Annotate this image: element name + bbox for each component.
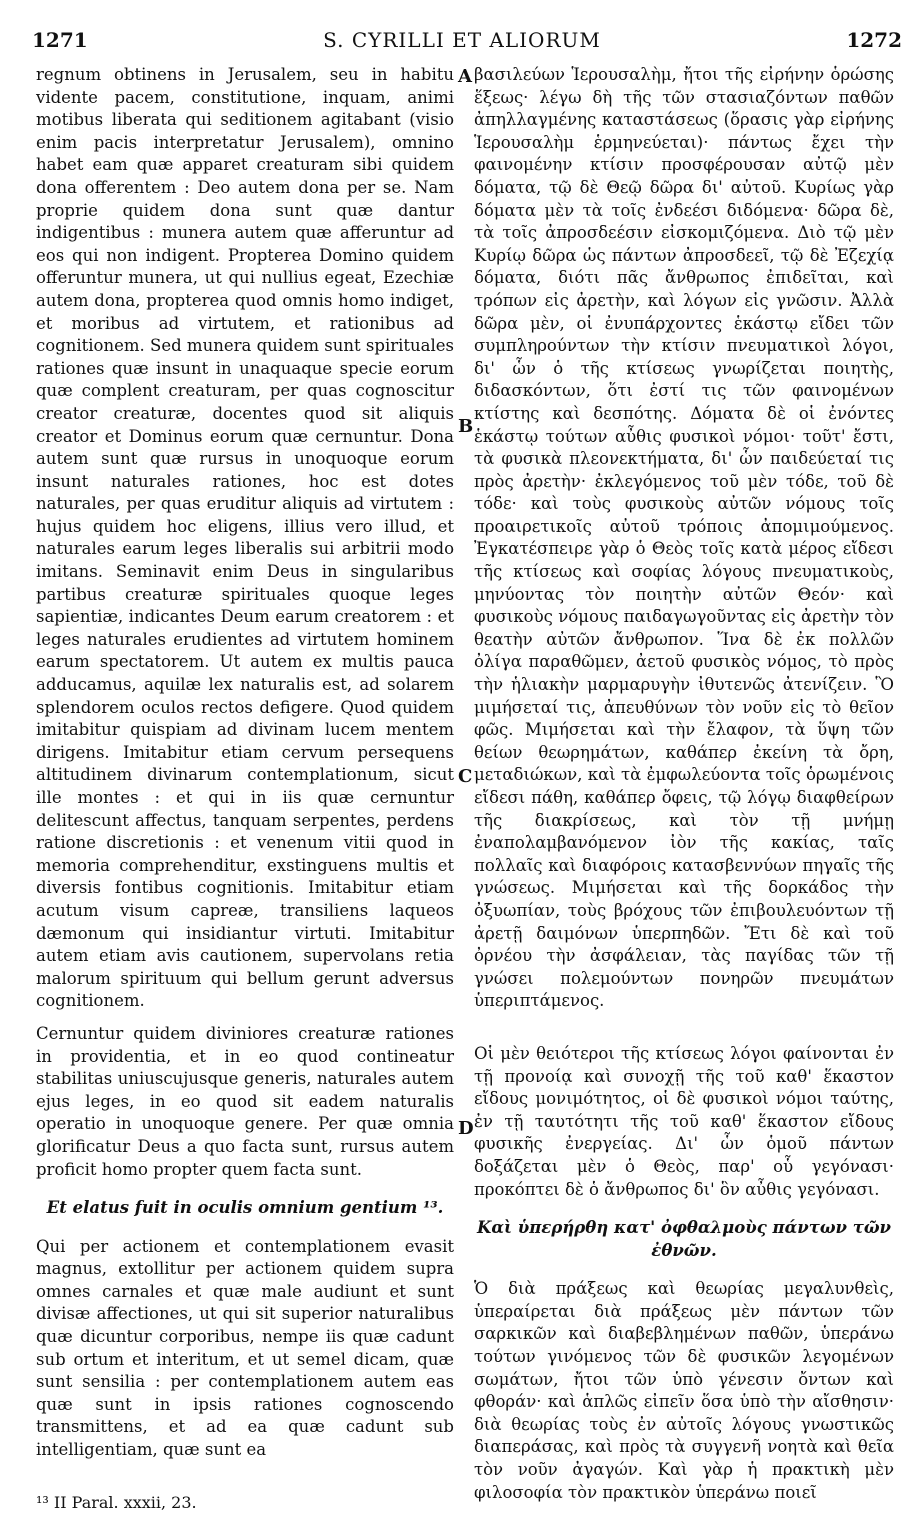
- latin-section-heading: Et elatus fuit in oculis omnium gentium ¹³.: [46, 1198, 444, 1218]
- greek-paragraph-3: Ὁ διὰ πράξεως καὶ θεωρίας μεγαλυνθεὶς, ὑπεραίρεται διὰ πράξεως μὲν πάντων τῶν σαρκικῶν καὶ διαβεβλημένων παθῶν, ὑπεράνω τούτων γινόμενος τῶν δὲ φυσικῶν λεγομένων σωμάτων, ἤτοι τῶν ὑπὸ γένεσιν ὄντων καὶ φθοράν· καὶ ἁπλῶς εἰπεῖν ὅσα ὑπὸ τὴν αἴσθησιν· διὰ θεωρίας τοὺς ἐν αὐτοῖς λόγους γνωστικῶς διαπεράσας, καὶ πρὸς τὰ συγγενῆ νοητὰ καὶ θεῖα τὸν νοῦν ἀγαγών. Καὶ γὰρ ἡ πρακτικὴ μὲν φιλοσοφία τὸν πρακτικὸν ὑπεράνω ποιεῖ: [474, 1279, 894, 1502]
- page-number-left: 1271: [32, 28, 88, 52]
- margin-marker-c: C: [458, 766, 473, 787]
- footnote: ¹³ II Paral. xxxii, 23.: [36, 1492, 197, 1512]
- margin-marker-d: D: [458, 1118, 474, 1139]
- running-title: S. CYRILLI ET ALIORUM: [323, 28, 601, 52]
- page-number-right: 1272: [846, 28, 902, 52]
- latin-column: [36, 64, 454, 1514]
- greek-paragraph-1: βασιλεύων Ἱερουσαλὴμ, ἤτοι τῆς εἰρήνην ὁρώσης ἕξεως· λέγω δὴ τῆς τῶν στασιαζόντων παθῶν ἀπηλλαγμένης καταστάσεως (ὅρασις γὰρ εἰρήνης Ἱερουσαλὴμ ἑρμηνεύεται)· πάντως ἔχει τὴν φαινομένην κτίσιν προσφέρουσαν αὐτῷ μὲν δόματα, τῷ δὲ Θεῷ δῶρα δι' αὐτοῦ. Κυρίως γὰρ δόματα μὲν τὰ τοῖς ἐνδεέσι διδόμενα· δῶρα δὲ, τὰ τοῖς ἀπροσδεέσιν εἰσκομιζόμενα. Διὸ τῷ μὲν Κυρίῳ δῶρα ὡς πάντων ἀπροσδεεῖ, τῷ δὲ Ἐζεχίᾳ δόματα, διότι πᾶς ἄνθρωπος ἐπιδεῖται, καὶ τρόπων εἰς ἀρετὴν, καὶ λόγων εἰς γνῶσιν. Ἀλλὰ δῶρα μὲν, οἱ ἐνυπάρχοντες ἑκάστῳ εἴδει τῶν συμπληρούντων τὴν κτίσιν πνευματικοὶ λόγοι, δι' ὧν ὁ τῆς κτίσεως γνωρίζεται ποιητὴς, διδασκόντων, ὅτι ἐστί τις τῶν φαινομένων κτίστης καὶ δεσπότης. Δόματα δὲ οἱ ἐνόντες ἑκάστῳ τούτων αὖθις φυσικοὶ νόμοι· τοῦτ' ἔστι, τὰ φυσικὰ πλεονεκτήματα, δι' ὧν παιδεύεταί τις πρὸς ἀρετὴν· ἐκλεγόμενος τοῦ μὲν τόδε, τοῦ δὲ τόδε· καὶ τοὺς φυσικοὺς αὐτῶν νόμους τοῖς προαιρετικοῖς αὐτοῦ τρόποις ἀπομιμούμενος. Ἐγκατέσπειρε γὰρ ὁ Θεὸς τοῖς κατὰ μέρος εἴδεσι τῆς κτίσεως καὶ σοφίας λόγους πνευματικοὺς, μηνύοντας τὸν ποιητὴν αὐτῶν Θεόν· καὶ φυσικοὺς νόμους παιδαγωγοῦντας εἰς ἀρετὴν τὸν θεατὴν αὐτῶν ἄνθρωπον. Ἵνα δὲ ἐκ πολλῶν ὀλίγα παραθῶμεν, ἀετοῦ φυσικὸς νόμος, τὸ πρὸς τὴν ἡλιακὴν μαρμαρυγὴν ἰθυτενῶς ἀτενίζειν. Ὃ μιμήσεταί τις, ἀπευθύνων τὸν νοῦν εἰς τὸ θεῖον φῶς. Μιμήσεται καὶ τὴν ἔλαφον, τὰ ὕψη τῶν θείων θεωρημάτων, καθάπερ ἐκείνη τὰ ὄρη, μεταδιώκων, καὶ τὰ ἐμφωλεύοντα τοῖς ὁρωμένοις εἴδεσι πάθη, καθάπερ ὄφεις, τῷ λόγῳ διαφθείρων τῆς διακρίσεως, καὶ τὸν τῇ μνήμῃ ἐναπολαμβανόμενον ἰὸν τῆς κακίας, ταῖς πολλαῖς καὶ διαφόροις κατασβεννύων πηγαῖς τῆς γνώσεως. Μιμήσεται καὶ τῆς δορκάδος τὴν ὀξυωπίαν, τοὺς βρόχους τῶν ἐπιβουλευόντων τῇ ἀρετῇ δαιμόνων ὑπερπηδῶν. Ἔτι δὲ καὶ τοῦ ὀρνέου τὴν ἀσφάλειαν, τὰς παγίδας τῶν τῇ γνώσει πολεμούντων πονηρῶν πνευμάτων ὑπεριπτάμενος.: [474, 65, 894, 1011]
- latin-paragraph-3: Qui per actionem et contemplationem evasit magnus, extollitur per actionem quidem supra omnes carnales et quæ male audiunt et sunt divisæ affectiones, ut qui sit superior naturalibus quæ dicuntur corporibus, nempe iis quæ cadunt sub ortum et interitum, et ut semel dicam, quæ sunt sensilia : per contemplationem autem eas quæ sunt in ipsis rationes cognoscendo transmittens, et ad ea quæ cadunt sub intelligentiam, quæ sunt ea: [36, 1236, 454, 1460]
- margin-marker-a: A: [458, 66, 472, 87]
- margin-marker-b: B: [458, 416, 474, 437]
- page-header: [0, 28, 924, 58]
- greek-column: [474, 64, 894, 1504]
- greek-section-heading: Καὶ ὑπερήρθη κατ' ὀφθαλμοὺς πάντων τῶν ἐθνῶν.: [477, 1218, 891, 1260]
- latin-paragraph-1: regnum obtinens in Jerusalem, seu in habitu vidente pacem, constitutione, inquam, animi motibus liberata qui seditionem agitabant (visio enim pacis interpretatur Jerusalem), omnino habet eam quæ apparet creaturam sibi quidem dona offerentem : Deo autem dona per se. Nam proprie quidem dona sunt quæ dantur indigentibus : munera autem quæ afferuntur ad eos qui non indigent. Propterea Domino quidem offeruntur munera, ut qui nullius egeat, Ezechiæ autem dona, propterea quod omnis homo indiget, et moribus ad virtutem, et rationibus ad cognitionem. Sed munera quidem sunt spirituales rationes quæ insunt in unaquaque specie eorum quæ complent creaturam, per quas cognoscitur creator creaturæ, docentes quod sit aliquis creator et Dominus eorum quæ cernuntur. Dona autem sunt quæ rursus in unoquoque eorum insunt naturales rationes, hoc est dotes naturales, per quas eruditur aliquis ad virtutem : hujus quidem hoc eligens, illius vero illud, et naturales earum leges liberalis sui arbitrii modo imitans. Seminavit enim Deus in singularibus partibus creaturæ spirituales quoque leges sapientiæ, indicantes Deum earum creatorem : et leges naturales erudientes ad virtutem hominem earum spectatorem. Ut autem ex multis pauca adducamus, aquilæ lex naturalis est, ad solarem splendorem oculos rectos defigere. Quod quidem imitabitur quispiam ad divinam lucem mentem dirigens. Imitabitur etiam cervum persequens altitudinem divinarum contemplationum, sicut ille montes : et qui in iis quæ cernuntur delitescunt affectus, tanquam serpentes, perdens ratione discretionis : et venenum vitii quod in memoria comprehenditur, exstinguens multis et diversis fontibus cognitionis. Imitabitur etiam acutum visum capreæ, transiliens laqueos dæmonum qui insidiantur virtuti. Imitabitur autem etiam avis cautionem, supervolans retia malorum spirituum qui bellum gerunt adversus cognitionem.: [36, 65, 454, 1011]
- latin-paragraph-2: Cernuntur quidem diviniores creaturæ rationes in providentia, et in eo quod contineatur stabilitas uniuscujusque generis, naturales autem ejus leges, in eo quod sit eadem naturalis operatio in unoquoque genere. Per quæ omnia glorificatur Deus a quo facta sunt, rursus autem proficit homo propter quem facta sunt.: [36, 1023, 454, 1179]
- greek-paragraph-2: Οἱ μὲν θειότεροι τῆς κτίσεως λόγοι φαίνονται ἐν τῇ προνοίᾳ καὶ συνοχῇ τῆς τοῦ καθ' ἕκαστον εἴδους μονιμότητος, οἱ δὲ φυσικοὶ νόμοι ταύτης, ἐν τῇ ταυτότητι τῆς τοῦ καθ' ἕκαστον εἴδους φυσικῆς ἐνεργείας. Δι' ὧν ὁμοῦ πάντων δοξάζεται μὲν ὁ Θεὸς, παρ' οὗ γεγόνασι· προκόπτει δὲ ὁ ἄνθρωπος δι' ὃν αὖθις γεγόνασι.: [474, 1043, 894, 1199]
